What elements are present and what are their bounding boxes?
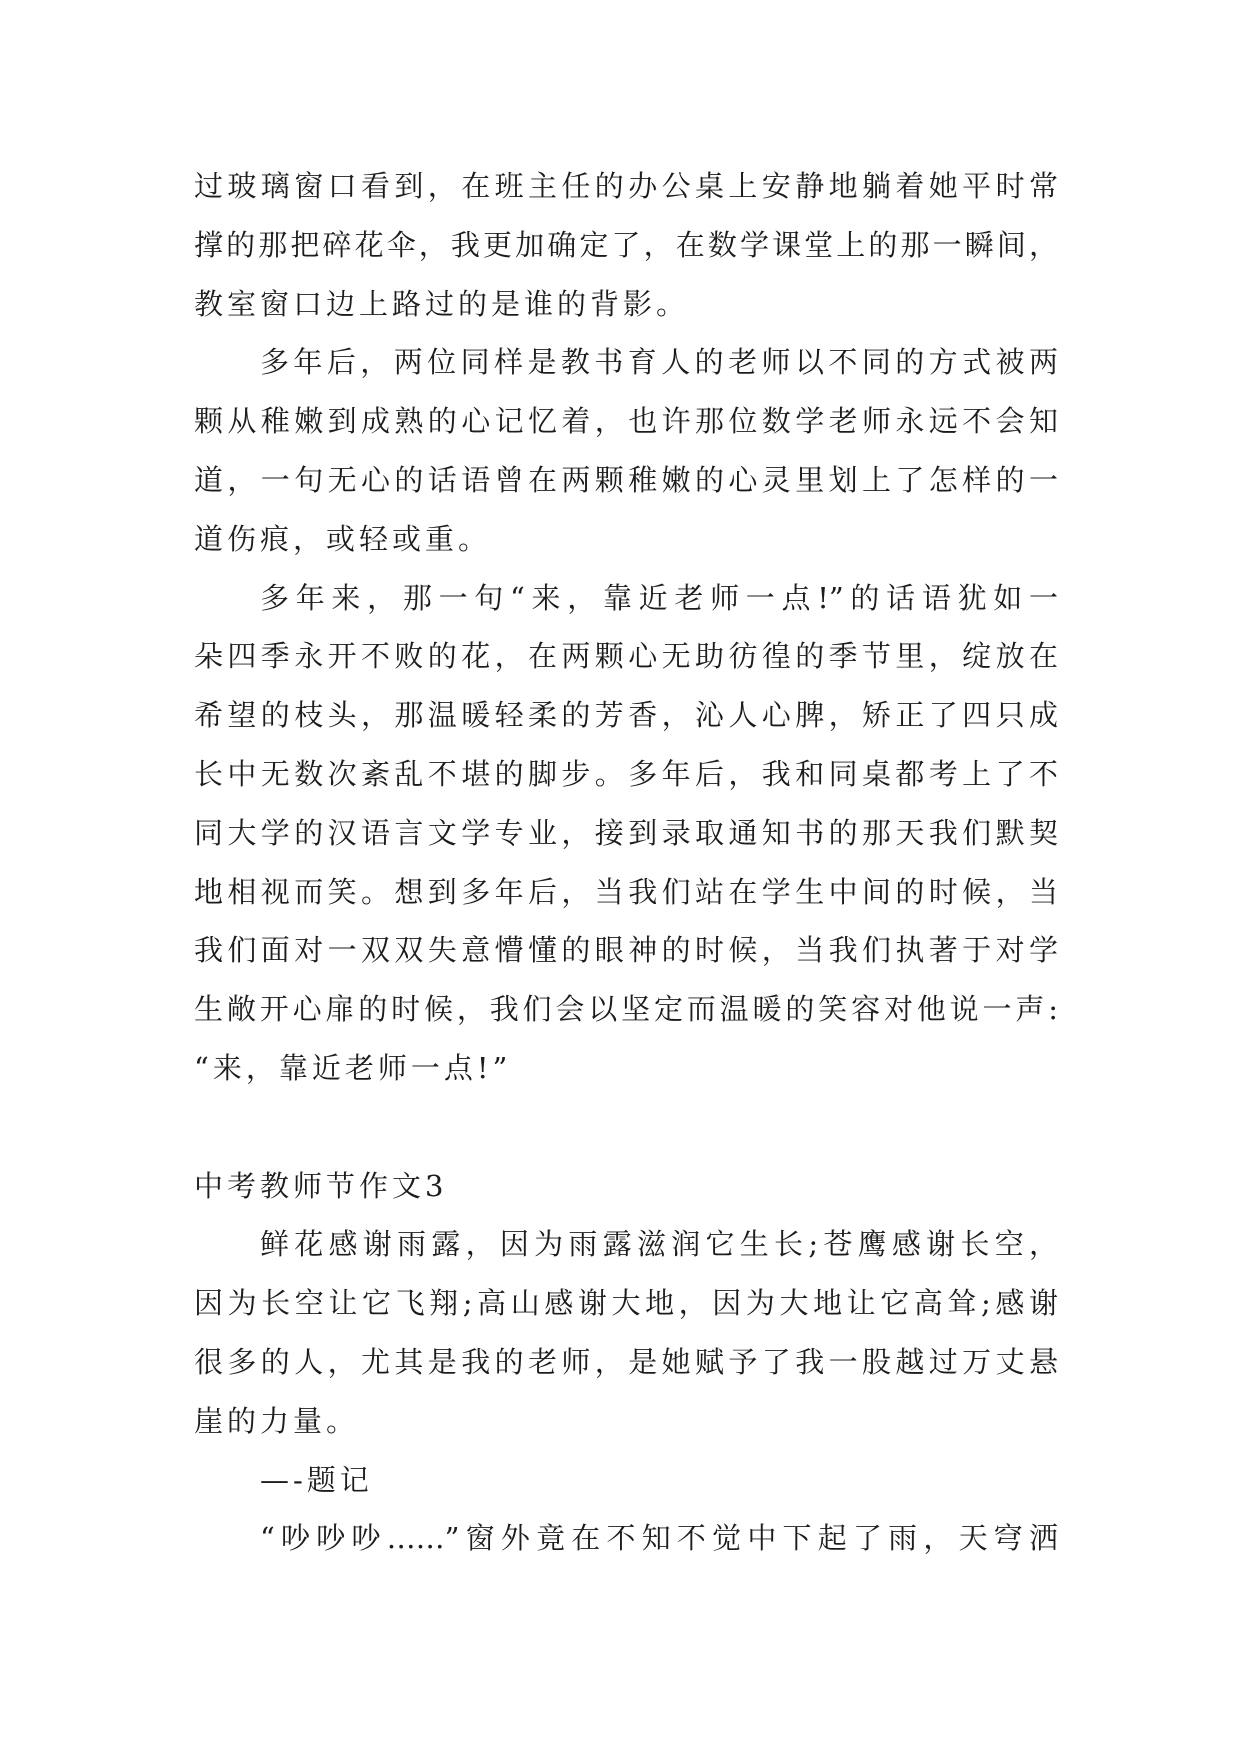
- text-line: 多年后，两位同样是教书育人的老师以不同的方式被两: [260, 345, 1058, 380]
- text-line: 长中无数次紊乱不堪的脚步。多年后，我和同桌都考上了不: [194, 756, 1058, 791]
- text-line: “来，靠近老师一点!”: [194, 1050, 512, 1085]
- paragraph: [194, 333, 1058, 568]
- text-line: 鲜花感谢雨露，因为雨露滋润它生长;苍鹰感谢长空，: [260, 1227, 1058, 1262]
- text-line: 我们面对一双双失意懵懂的眼神的时候，当我们执著于对学: [194, 933, 1058, 968]
- text-line: 很多的人，尤其是我的老师，是她赋予了我一股越过万丈悬: [194, 1344, 1058, 1379]
- text-line: 撑的那把碎花伞，我更加确定了，在数学课堂上的那一瞬间，: [194, 227, 1058, 262]
- paragraph: [194, 1509, 1058, 1568]
- text-line: 道，一句无心的话语曾在两颗稚嫩的心灵里划上了怎样的一: [194, 462, 1058, 497]
- epigraph-attribution: [194, 1451, 1058, 1510]
- text-line: 因为长空让它飞翔;高山感谢大地，因为大地让它高耸;感谢: [194, 1286, 1058, 1321]
- paragraph: [194, 569, 1058, 1098]
- text-line: 地相视而笑。想到多年后，当我们站在学生中间的时候，当: [194, 874, 1058, 909]
- essay-title: 中考教师节作文3: [194, 1168, 448, 1203]
- text-line: 崖的力量。: [194, 1403, 360, 1438]
- text-line: —-题记: [260, 1462, 373, 1497]
- text-line: 道伤痕，或轻或重。: [194, 521, 492, 556]
- text-line: 朵四季永开不败的花，在两颗心无助彷徨的季节里，绽放在: [194, 639, 1058, 674]
- text-line: 颗从稚嫩到成熟的心记忆着，也许那位数学老师永远不会知: [194, 404, 1058, 439]
- document-body: [194, 157, 1058, 1568]
- text-line: 过玻璃窗口看到，在班主任的办公桌上安静地躺着她平时常: [194, 169, 1058, 203]
- text-line: 生敞开心扉的时候，我们会以坚定而温暖的笑容对他说一声:: [194, 992, 1058, 1027]
- text-line: 希望的枝头，那温暖轻柔的芳香，沁人心脾，矫正了四只成: [194, 698, 1058, 733]
- text-line: “吵吵吵……”窗外竟在不知不觉中下起了雨，天穹洒: [260, 1521, 1058, 1556]
- text-line: 同大学的汉语言文学专业，接到录取通知书的那天我们默契: [194, 815, 1058, 850]
- paragraph: [194, 1215, 1058, 1450]
- text-line: 教室窗口边上路过的是谁的背影。: [194, 286, 690, 321]
- paragraph-continued: [194, 157, 1058, 333]
- text-line: 多年来，那一句“来，靠近老师一点!”的话语犹如一: [260, 580, 1058, 615]
